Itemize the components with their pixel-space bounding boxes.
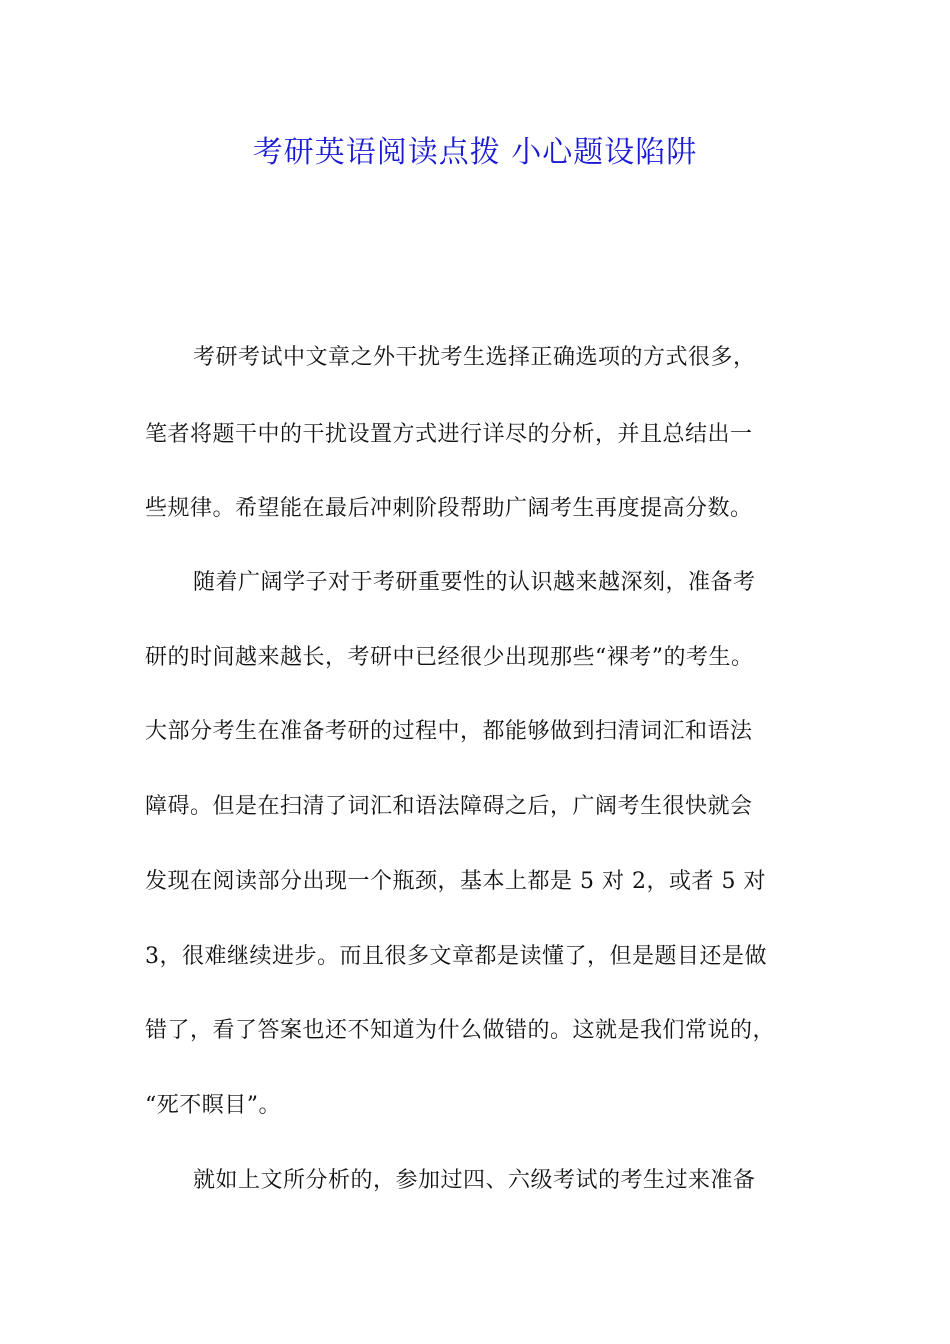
paragraph-2-line-7: 错了，看了答案也还不知道为什么做错的。这就是我们常说的， bbox=[145, 1018, 776, 1043]
paragraph-2-line-1: 随着广阔学子对于考研重要性的认识越来越深刻，准备考 bbox=[193, 570, 756, 595]
paragraph-2-line-6: 3，很难继续进步。而且很多文章都是读懂了，但是题目还是做 bbox=[145, 944, 767, 969]
paragraph-1-line-2: 笔者将题干中的干扰设置方式进行详尽的分析，并且总结出一 bbox=[145, 422, 753, 447]
paragraph-2-line-5: 发现在阅读部分出现一个瓶颈，基本上都是 5 对 2，或者 5 对 bbox=[145, 869, 766, 894]
paragraph-2-line-8: “死不瞑目”。 bbox=[145, 1093, 281, 1118]
paragraph-2-line-3: 大部分考生在准备考研的过程中，都能够做到扫清词汇和语法 bbox=[145, 719, 753, 744]
paragraph-1-line-3: 些规律。希望能在最后冲刺阶段帮助广阔考生再度提高分数。 bbox=[145, 496, 753, 521]
paragraph-3-line-1: 就如上文所分析的，参加过四、六级考试的考生过来准备 bbox=[193, 1168, 756, 1193]
paragraph-2-line-4: 障碍。但是在扫清了词汇和语法障碍之后，广阔考生很快就会 bbox=[145, 794, 753, 819]
document-title: 考研英语阅读点拨 小心题设陷阱 bbox=[252, 135, 698, 170]
paragraph-1-line-1: 考研考试中文章之外干扰考生选择正确选项的方式很多， bbox=[193, 345, 756, 370]
paragraph-2-line-2: 研的时间越来越长，考研中已经很少出现那些“裸考”的考生。 bbox=[145, 645, 754, 670]
